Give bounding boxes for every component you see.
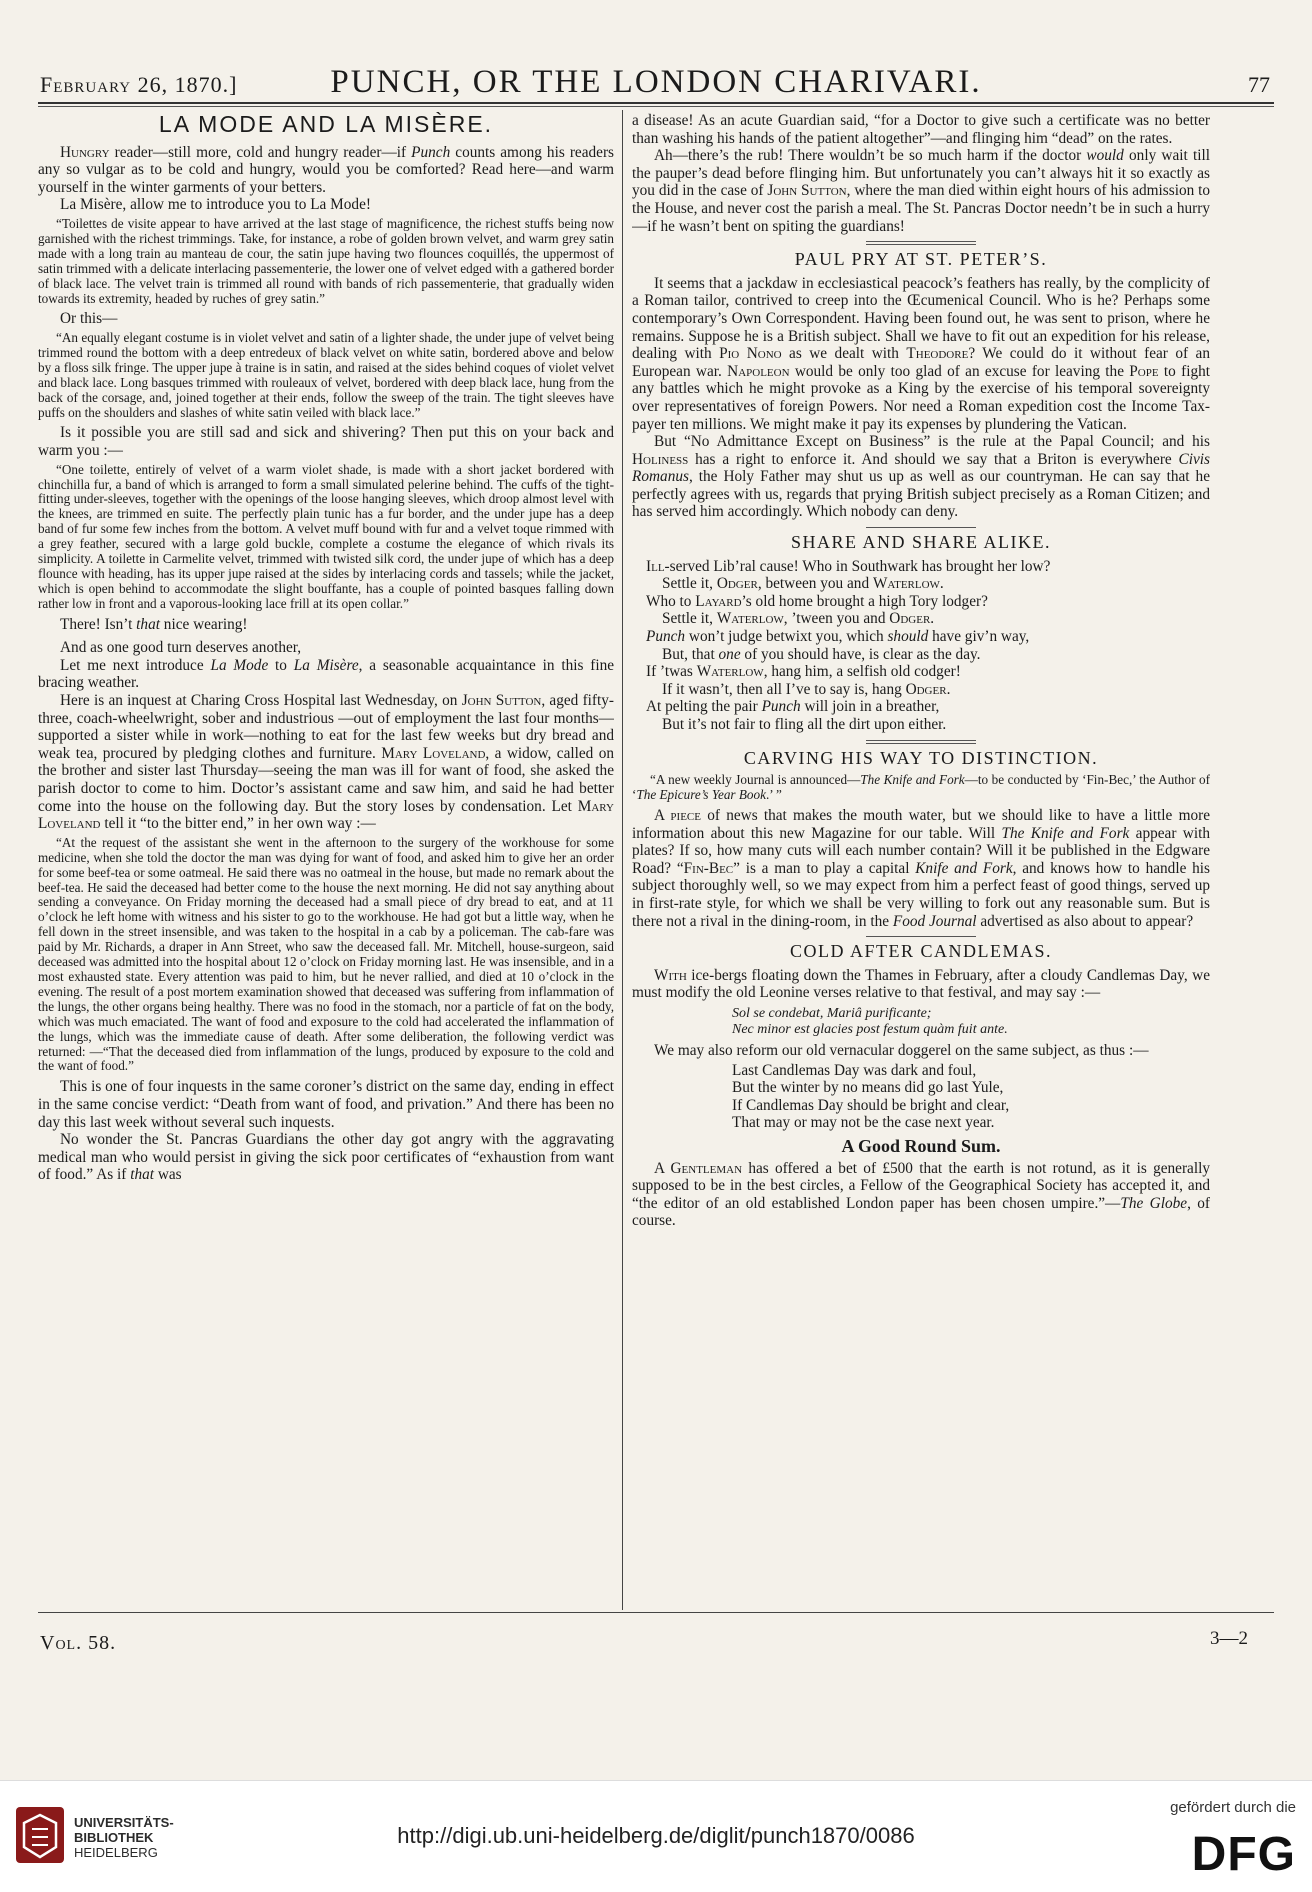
paragraph: With ice-bergs floating down the Thames in February, after a cloudy Candlemas Day, we must modify the old Leonine verses relative to that festival, and may say :—: [632, 966, 1210, 1002]
dfg-logo: DFG: [1191, 1828, 1296, 1881]
section-rule: [866, 740, 976, 744]
paragraph: La Misère, allow me to introduce you to La Mode!: [60, 196, 371, 214]
verse: Ill-served Lib’ral cause! Who in Southwark has brought her low? Settle it, Odger, between you and Waterlow. Who to Layard’s old home brought a high Tory lodger? Settle it, Waterlow, ’tween you and Odger. Punch won’t judge betwixt you, which should have giv’n way, But, that one of you should have, is clear as the day. If ’twas Waterlow, hang him, a selfish old codger! If it wasn’t, then all I’ve to say is, hang Odger. At pelting the pair Punch will join in a breather, But it’s not fair to fling all the dirt upon either.: [646, 557, 1051, 733]
article-heading: SHARE AND SHARE ALIKE.: [790, 532, 1051, 553]
paragraph: Is it possible you are still sad and sick and shivering? Then put this on your back and warm you :—: [38, 424, 614, 460]
left-column: [38, 112, 614, 1607]
running-header: [38, 62, 1274, 104]
footer-rule: [38, 1612, 1274, 1613]
paragraph: Ah—there’s the rub! There wouldn’t be so much harm if the doctor would only wait till the pauper’s dead before flinging him. But unfortunately you can’t always hit it so exactly as you did in the case of John Sutton, where the man died within eight hours of his admission to the House, and never cost the parish a meal. The St. Pancras Doctor needn’t be in such a hurry—if he wasn’t bent on spiting the guardians!: [632, 147, 1210, 235]
paragraph: No wonder the St. Pancras Guardians the other day got angry with the aggravating medical man who would persist in giving the sick poor certificates of “exhaustion from want of food.” As if that was: [38, 1131, 614, 1184]
right-column: [632, 112, 1210, 1607]
article-heading: PAUL PRY AT ST. PETER’S.: [794, 249, 1048, 270]
header-rule: [38, 106, 1274, 107]
block-quote: “At the request of the assistant she went in the afternoon to the surgery of the workhouse for some medicine, when she told the doctor the man was dying for want of food, and asked him to give her an order for some beef-tea or some oatmeal. He said there was no oatmeal in the house, but made no remark about the beef-tea. He said the deceased had better come to the house the next morning. He did not say anything about sending a conveyance. On Friday morning the deceased had a small piece of dry bread to eat, and at 11 o’clock he left home with witness and his sister to go to the workhouse. He had got but a little way, when he fell down in the street insensible, and was taken to the hospital in a cab by a policeman. The cab-fare was paid by Mr. Richards, a draper in Ann Street, who saw the deceased fall. Mr. Mitchell, house-surgeon, said deceased was admitted into the hospital about 12 o’clock on Friday morning last. He was insensible, and in a most exhausted state. Every attention was paid to him, but he never rallied, and died at 10 o’clock in the evening. The result of a post mortem examination showed that deceased was suffering from inflammation of the lungs, the other organs being healthy. There was no food in the stomach, nor a particle of fat on the body, which was much emaciated. The want of food and exposure to the cold had accelerated the inflammation of the lungs, which was the immediate cause of death. After some deliberation, the following verdict was returned: —“That the deceased died from inflammation of the lungs, produced by exposure to the cold and the want of food.”: [38, 834, 614, 1074]
paragraph: Let me next introduce La Mode to La Misère, a seasonable acquaintance in this fine bracing weather.: [38, 656, 614, 692]
paragraph: And as one good turn deserves another,: [60, 639, 302, 657]
paragraph: Here is an inquest at Charing Cross Hospital last Wednesday, on John Sutton, aged fifty-three, coach-wheelwright, sober and industrious —out of employment the last four months—supported a sister while in work—nothing to eat for the last few weeks but dry bread and weak tea, procured by pledging clothes and furniture. Mary Loveland, a widow, called on the brother and sister last Thursday—seeing the man was ill for want of food, she asked the parish doctor to come to him. Doctor’s assistant came and saw him, and said he had better come into the house on the following day. But the story loses by condensation. Let Mary Loveland tell it “to the bitter end,” in her own way :—: [38, 692, 614, 833]
permalink[interactable]: http://digi.ub.uni-heidelberg.de/diglit/punch1870/0086: [397, 1823, 915, 1848]
column-divider: [622, 110, 623, 1610]
paragraph: Hungry reader—still more, cold and hungry reader—if Punch counts among his readers any so vulgar as to be cold and hungry, would you be comforted? Read here—and warm yourself in the winter garments of your betters.: [38, 143, 614, 196]
page-number: 77: [1248, 72, 1270, 97]
paragraph: Or this—: [60, 310, 118, 328]
paragraph: A piece of news that makes the mouth water, but we should like to have a little more information about this new Magazine for our table. Will The Knife and Fork appear with plates? If so, how many cuts will each number contain? Will it be published in the Edgware Road? “Fin-Bec” is a man to play a capital Knife and Fork, and knows how to handle his subject thoroughly well, so we may expect from him a perfect feast of good things, served up in first-rate style, for which we shall be very willing to fork out any reasonable sum. But is there not a rival in the dining-room, in the Food Journal advertised as also about to appear?: [632, 807, 1210, 930]
verse: Last Candlemas Day was dark and foul, But the winter by no means did go last Yule, If Candlemas Day should be bright and clear, That may or may not be the case next year.: [732, 1061, 1010, 1132]
paragraph: There! Isn’t that nice wearing!: [60, 615, 248, 633]
paragraph: But “No Admittance Except on Business” is the rule at the Papal Council; and his Holiness has a right to enforce it. And should we say that a Briton is everywhere Civis Romanus, the Holy Father may shut us up as well as our countryman. He can say that he perfectly agrees with us, regards that prying British subject precisely as a Roman Citizen; and has served him accordingly. Which nobody can deny.: [632, 433, 1210, 521]
article-heading: A Good Round Sum.: [841, 1135, 1001, 1156]
header-title: PUNCH, OR THE LONDON CHARIVARI.: [330, 64, 982, 100]
paragraph: We may also reform our old vernacular doggerel on the same subject, as thus :—: [654, 1041, 1149, 1059]
block-quote: “A new weekly Journal is announced—The Knife and Fork—to be conducted by ‘Fin-Bec,’ the Author of ‘The Epicure’s Year Book.’ ”: [632, 772, 1210, 803]
paragraph: It seems that a jackdaw in ecclesiastical peacock’s feathers has really, by the complicity of a Roman tailor, contrived to creep into the Œcumenical Council. Who is he? Perhaps some contemporary’s Own Correspondent. Having been found out, he was sent to prison, where he remains. Suppose he is a British subject. Shall we have to fit out an expedition for his release, dealing with Pio Nono as we dealt with Theodore? We could do it without fear of an European war. Napoleon would be only too glad of an excuse for leaving the Pope to fight any battles which he might provoke as a King by the exercise of his temporal sovereignty over representatives of foreign Powers. Nor need a Roman expedition cost the Income Tax-payer ten millions. We might make it pay its expenses by plundering the Vatican.: [632, 274, 1210, 433]
article-heading: COLD AFTER CANDLEMAS.: [789, 941, 1053, 962]
section-rule: [866, 527, 976, 528]
latin-verse: Sol se condebat, Mariâ purificante; Nec minor est glacies post festum quàm fuit ante.: [732, 1005, 1008, 1037]
paragraph: a disease! As an acute Guardian said, “for a Doctor to give such a certificate was no better than washing his hands of the patient altogether”—and flinging him “dead” on the rates.: [632, 112, 1210, 147]
block-quote: “Toilettes de visite appear to have arrived at the last stage of magnificence, the richest stuffs being now garnished with the richest trimmings. Take, for instance, a robe of golden brown velvet, and warm grey satin made with a long train au manteau de cour, the satin jupe having two flounces coquillés, the uppermost of satin trimmed with a delicate interlacing passementerie, the lower one of velvet edged with a gathered border of black lace. The velvet train is trimmed all round with bands of rich passementerie, that gradually widen towards its extremity, headed by ruches of grey satin.”: [38, 215, 614, 306]
volume-number: Vol. 58.: [40, 1632, 117, 1654]
funding-label: gefördert durch die: [1170, 1799, 1296, 1816]
article-heading: CARVING HIS WAY TO DISTINCTION.: [743, 747, 1099, 768]
block-quote: “An equally elegant costume is in violet velvet and satin of a lighter shade, the under jupe of velvet being trimmed round the bottom with a deep entredeux of black velvet on white satin, bordered above and below by a floss silk fringe. The upper jupe à traine is in satin, and raised at the sides behind coques of violet velvet and black lace. Long basques trimmed with rouleaux of velvet, bordered with deep black lace, hung from the back of the corsage, and, joined together at their ends, follow the sweep of the train. The tight sleeves have puffs on the shoulders and slashes of white satin veiled with black lace.”: [38, 330, 614, 420]
digitization-bar: [0, 1780, 1312, 1892]
article-heading: LA MODE AND LA MISÈRE.: [158, 112, 494, 137]
signature-mark: 3—2: [1210, 1628, 1248, 1649]
section-rule: [866, 936, 976, 937]
paragraph: A Gentleman has offered a bet of £500 that the earth is not rotund, as it is generally supposed to be in the best circles, a Fellow of the Geographical Society has accepted it, and “the editor of an old established London paper has been chosen umpire.”—The Globe, of course.: [632, 1159, 1210, 1230]
block-quote: “One toilette, entirely of velvet of a warm violet shade, is made with a short jacket bordered with chinchilla fur, a band of which is arranged to form a small simulated pelerine behind. The cuffs of the tight-fitting under-sleeves, together with the openings of the loose hanging sleeves, which droop almost level with the knees, are trimmed en suite. The perfectly plain tunic has a fur border, and the under jupe has a deep band of fur some few inches from the bottom. A velvet muff bound with fur and a velvet toque rimmed with a grey feather, secured with a large gold buckle, complete a costume the elegance of which rivals its simplicity. A toilette in Carmelite velvet, trimmed with twisted silk cord, the under jupe of which has a deep flounce with heading, has its upper jupe raised at the sides by interlacing cords and tassels; while the jacket, which is open behind to accommodate the slight bouffante, has a couple of pointed basques falling down rather low in front and a vaporous-looking lace frill at its open collar.”: [38, 461, 614, 611]
paragraph: This is one of four inquests in the same coroner’s district on the same day, ending in effect in the same concise verdict: “Death from want of food, and privation.” And there has been no day this last week without several such inquests.: [38, 1078, 614, 1131]
header-date: February 26, 1870.]: [40, 72, 238, 97]
section-rule: [866, 241, 976, 245]
library-name: UNIVERSITÄTS- BIBLIOTHEK HEIDELBERG: [74, 1815, 174, 1860]
